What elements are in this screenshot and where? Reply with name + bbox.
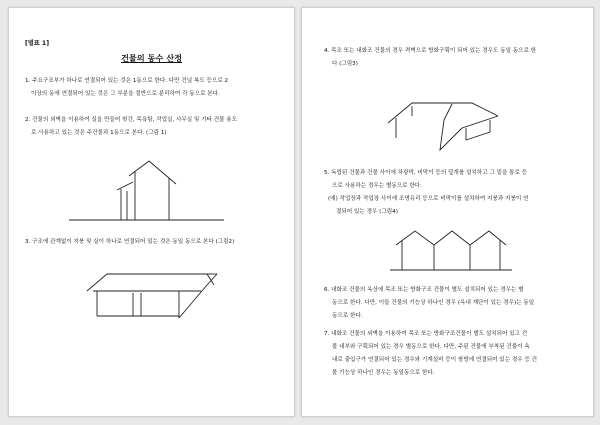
item-5-line-1: 5. 독립된 건물과 건물 사이에 차광막, 비막이 등의 덮개를 설치하고 그 밑을 통로 등 bbox=[324, 170, 528, 176]
item-1-line-1: 1. 주요구조부가 하나로 연결되어 있는 것은 1동으로 한다. 다만 건널 복도 등으로 2 bbox=[25, 78, 229, 84]
item-4-line-2: 다 (그림3) bbox=[332, 61, 358, 67]
item-5-example-line-2: 결되어 있는 경우 (그림4) bbox=[336, 209, 398, 215]
item-5-line-2: 으로 사용하는 경우는 별동으로 한다. bbox=[332, 183, 422, 189]
item-2-line-1: 2. 건물의 외벽을 이용하여 실을 만들어 헛간, 목욕탕, 작업실, 사무실 및 기타 건물 용도 bbox=[25, 117, 238, 123]
item-6-line-3: 동으로 한다. bbox=[332, 313, 363, 319]
item-4-line-1: 4. 목조 또는 내화조 건물의 경우 격벽으로 방화구획이 되어 있는 경우도 동일 동으로 한 bbox=[324, 48, 537, 54]
right-page bbox=[301, 7, 594, 417]
item-7-line-4: 물 기능상 하나인 경우는 동일동으로 한다. bbox=[332, 370, 435, 376]
page-title: 건물의 동수 산정 bbox=[120, 53, 183, 63]
annex-label: [별표 1] bbox=[25, 40, 50, 47]
item-6-line-1: 6. 내화조 건물의 옥상에 목조 또는 방화구조 건물이 별도 설치되어 있는 경우는 별 bbox=[324, 287, 524, 293]
item-7-line-1: 7. 내화조 건물의 외벽을 이용하여 목조 또는 방화구조건물이 별도 설치되어 있고 건 bbox=[324, 331, 528, 337]
item-1-line-2: 이상의 동에 연결되어 있는 것은 그 부분을 절반으로 분리하여 각 동으로 본다. bbox=[31, 91, 220, 97]
item-3-line-1: 3. 구조에 관계없이 지붕 및 실이 하나로 연결되어 있는 것은 동일 동으로 본다 (그림2) bbox=[25, 239, 235, 245]
item-7-line-2: 물 내부와 구획되어 있는 경우 별동으로 한다. 다만, 주된 건물에 부착된 건물이 옥 bbox=[332, 344, 530, 350]
item-7-line-3: 내로 출입구가 연결되어 있는 경우와 기계설비 등이 쌍방에 연결되어 있는 경우 등 건 bbox=[332, 357, 538, 363]
item-5-example-line-1: (예) 작업장과 작업장 사이에 조명유리 등으로 비막이를 설치하여 지붕과 지붕이 연 bbox=[328, 196, 529, 202]
item-2-line-2: 로 사용하고 있는 것은 주건물과 1동으로 본다. (그림 1) bbox=[31, 130, 167, 136]
left-page bbox=[8, 7, 295, 417]
item-6-line-2: 동으로 한다. 다만, 이들 건물의 기능상 하나인 경우 (옥내 계단이 있는 경우)는 동일 bbox=[332, 300, 535, 306]
figure-2-connected-building bbox=[9, 8, 294, 416]
